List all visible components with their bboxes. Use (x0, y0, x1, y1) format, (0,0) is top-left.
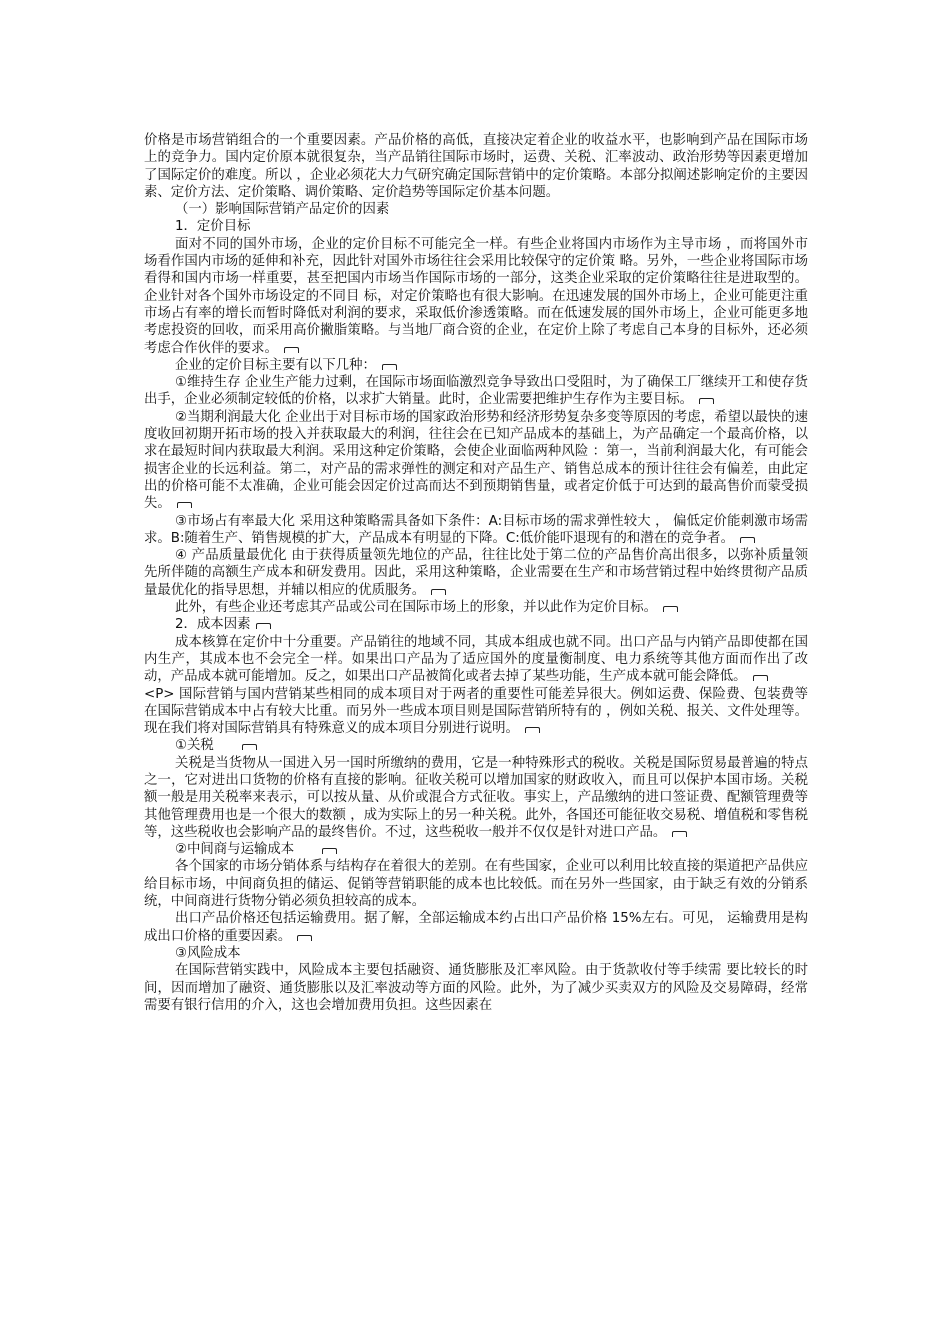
paragraph-risk-cost: 在国际营销实践中，风险成本主要包括融资、通货膨胀及汇率风险。由于货款收付等手续需 要比较长的时间，因而增加了融资、通货膨胀以及汇率波动等方面的风险。此外，为了减少买卖双方的风险及交易障碍，经常需要有银行信用的介入，这也会增加费用负担。这些因素在 (144, 963, 808, 1013)
paragraph-mark-icon (699, 398, 714, 404)
paragraph-mark-icon (672, 831, 687, 837)
paragraph-distribution: 各个国家的市场分销体系与结构存在着很大的差别。在有些国家，企业可以利用比较直接的渠道把产品供应给目标市场，中间商负担的储运、促销等营销职能的成本也比较低。而在另外一些国家，由于缺乏有效的分销系统，中间商进行货物分销必须负担较高的成本。 (144, 859, 808, 910)
document-body (144, 132, 808, 1014)
paragraph-goal-quality: ④ 产品质量最优化 由于获得质量领先地位的产品，往往比处于第二位的产品售价高出很多，以弥补质量领先所伴随的高额生产成本和研发费用。因此，采用这种策略，企业需要在生产和市场营销过程中始终贯彻产品质 量最优化的指导思想，并辅以相应的优质服务。 (144, 548, 808, 598)
paragraph-mark-icon (297, 935, 312, 941)
paragraph-cost-accounting: 成本核算在定价中十分重要。产品销往的地域不同，其成本组成也就不同。出口产品与内销产品即使都在国内生产，其成本也不会完全一样。如果出口产品为了适应国外的度量衡制度、电力系统等其他方面而作出了改动，产品成本就可能增加。反之，如果出口产品被简化或者去掉了某些功能，生产成本就可能会降低。 (144, 634, 808, 685)
heading-risk-cost: ③风险成本 (175, 945, 241, 961)
paragraph-mark-icon (242, 744, 257, 750)
paragraph-intro: 价格是市场营销组合的一个重要因素。产品价格的高低，直接决定着企业的收益水平，也影响到产品在国际市场上的竞争力。国内定价原本就很复杂，当产品销往国际市场时，运费、关税、汇率波动、政治形势等因素更增加了国际定价的难度。所以 ，企业必须花大力气研究确定国际营销中的定价策略。本部分拟阐述影响定价的主要因素、定价方法、定价策略、调价策略、定价趋势等国际定价基本问题。 (144, 133, 808, 200)
paragraph-mark-icon (663, 606, 678, 612)
paragraph-goal-market-share: ③市场占有率最大化 采用这种策略需具备如下条件：A:目标市场的需求弹性较大 ， 偏低定价能刺激市场需求。B:随着生产、销售规模的扩大，产品成本有明显的下降。C:低价能吓退现有的和潜在的竞争者。 (144, 513, 808, 546)
paragraph-mark-icon (740, 537, 755, 543)
heading-intermediary-transport: ②中间商与运输成本 (144, 841, 808, 858)
heading-pricing-goals: 1．定价目标 (175, 219, 251, 235)
paragraph-mark-icon (753, 675, 768, 681)
paragraph-goal-survival: ①维持生存 企业生产能力过剩，在国际市场面临激烈竞争导致出口受阻时，为了确保工厂继续开工和使存货出手，企业必须制定较低的价格，以求扩大销量。此时，企业需要把维护生存作为主要目标。 (144, 375, 808, 408)
paragraph-goal-image: 此外，有些企业还考虑其产品或公司在国际市场上的形象，并以此作为定价目标。 (144, 599, 808, 616)
paragraph-mark-icon (382, 364, 397, 370)
paragraph-mark-icon (177, 502, 192, 508)
paragraph-goal-list-intro: 企业的定价目标主要有以下几种： (144, 357, 808, 374)
paragraph-mark-icon (525, 727, 540, 733)
paragraph-mark-icon (322, 848, 337, 854)
heading-cost-factors: 2．成本因素 (144, 616, 808, 633)
paragraph-pricing-goals: 面对不同的国外市场，企业的定价目标不可能完全一样。有些企业将国内市场作为主导市场 ，而将国外市场看作国内市场的延伸和补充，因此针对国外市场往往会采用比较保守的定价策 略。另外，一些企业将国际市场看得和国内市场一样重要，甚至把国内市场当作国际市场的一部分，这类企业采取的定价策略往往是进取型的。企业针对各个国外市场设定的不同目 标，对定价策略也有很大影响。在迅速发展的国外市场上，企业可能更注重市场占有率的增长而暂时降低对利润的要求，采取低价渗透策略。而在低速发展的国外市场上，企业可能更多地考虑投资的回收，而采用高价撇脂策略。与当地厂商合资的企业，在定价上除了考虑自己本身的目标外，还必须考虑合作伙伴的要求。 (144, 236, 808, 356)
paragraph-mark-icon (431, 589, 446, 595)
paragraph-transport: 出口产品价格还包括运输费用。据了解，全部运输成本约占出口产品价格 15%左右。可见， 运输费用是构成出口价格的重要因素。 (144, 911, 808, 944)
paragraph-tariff: 关税是当货物从一国进入另一国时所缴纳的费用，它是一种特殊形式的税收。关税是国际贸易最普遍的特点之一，它对进出口货物的价格有直接的影响。征收关税可以增加国家的财政收入，而且可以保护本国市场。关税额一般是用关税率来表示，可以按从量、从价或混合方式征收。事实上，产品缴纳的进口签证费、配额管理费等其他管理费用也是一个很大的数额 ，成为实际上的另一种关税。此外，各国还可能征收交易税、增值税和零售税等，这些税收也会影响产品的最终售价。不过，这些税收一般并不仅仅是针对进口产品。 (144, 755, 808, 840)
paragraph-goal-profit: ②当期利润最大化 企业出于对目标市场的国家政治形势和经济形势复杂多变等原因的考虑，希望以最快的速度收回初期开拓市场的投入并获取最大的利润，往往会在已知产品成本的基础上，为产品确定一个最高价格，以求在最短时间内获取最大利润。采用这种定价策略，会使企业面临两种风险 ：第一，当前利润最大化，有可能会损害企业的长远利益。第二，对产品的需求弹性的测定和对产品生产、销售总成本的预计往往会有偏差，由此定出的价格可能不太准确，企业可能会因定价过高而达不到预期销售量，或者定价低于可达到的最高售价而蒙受损失。 (144, 409, 808, 512)
paragraph-mark-icon (256, 623, 271, 629)
heading-tariff: ①关税 (144, 737, 808, 754)
paragraph-cost-items: <P> 国际营销与国内营销某些相同的成本项目对于两者的重要性可能差异很大。例如运费、保险费、包装费等在国际营销成本中占有较大比重。而另外一些成本项目则是国际营销所特有的 ，例如关税、报关、文件处理等。现在我们将对国际营销具有特殊意义的成本项目分别进行说明。 (144, 686, 808, 737)
paragraph-mark-icon (284, 347, 299, 353)
heading-pricing-factors: （一）影响国际营销产品定价的因素 (175, 202, 390, 218)
